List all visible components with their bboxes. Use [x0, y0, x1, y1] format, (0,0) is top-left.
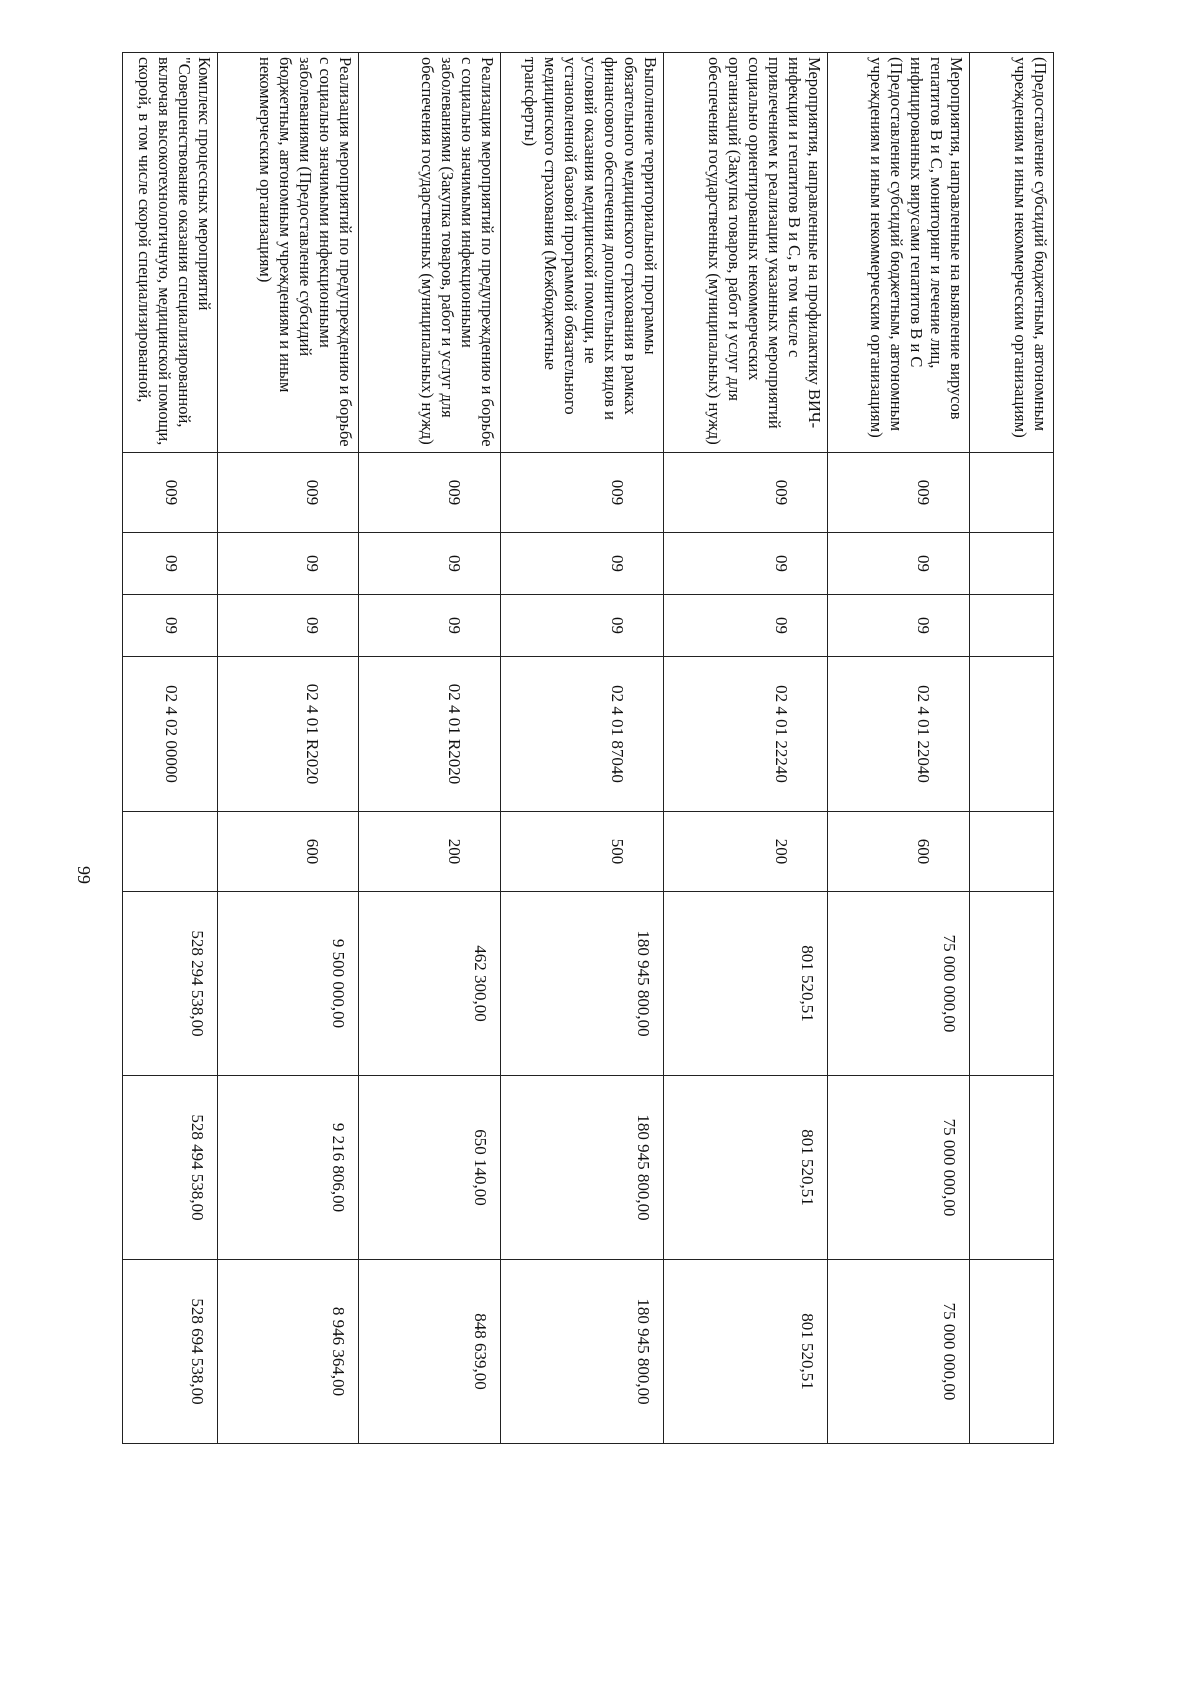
- target-code-cell: 02 4 01 R2020: [359, 657, 501, 812]
- table-row: [123, 53, 218, 1444]
- admin-code-cell: 009: [664, 453, 827, 533]
- subsection-code-cell: 09: [359, 595, 501, 657]
- subsection-code-cell: [970, 595, 1054, 657]
- target-code-cell: 02 4 02 00000: [123, 657, 218, 812]
- amount-3-cell: 180 945 800,00: [500, 1260, 663, 1444]
- description-cell: Мероприятия, направленные на выявление вирусов гепатитов В и С, мониторинг и лечение лиц, инфицированных вирусами гепатитов В и С (Предоставление субсидий бюджетным, автономным учреждениям и иным некоммерческим организациям): [827, 53, 970, 453]
- target-code-cell: 02 4 01 R2020: [217, 657, 359, 812]
- subsection-code-cell: 09: [217, 595, 359, 657]
- amount-2-cell: 75 000 000,00: [827, 1076, 970, 1260]
- amount-2-cell: 9 216 806,00: [217, 1076, 359, 1260]
- expense-type-cell: [123, 812, 218, 892]
- amount-2-cell: 650 140,00: [359, 1076, 501, 1260]
- amount-2-cell: 801 520,51: [664, 1076, 827, 1260]
- expense-type-cell: 600: [217, 812, 359, 892]
- admin-code-cell: 009: [500, 453, 663, 533]
- table-row: [664, 53, 827, 1444]
- amount-3-cell: 848 639,00: [359, 1260, 501, 1444]
- amount-1-cell: 528 294 538,00: [123, 892, 218, 1076]
- table-row: [970, 53, 1054, 1444]
- target-code-cell: [970, 657, 1054, 812]
- admin-code-cell: 009: [217, 453, 359, 533]
- amount-3-cell: [970, 1260, 1054, 1444]
- table-body: [123, 53, 1054, 1444]
- budget-table: [122, 52, 1054, 1444]
- amount-2-cell: [970, 1076, 1054, 1260]
- amount-2-cell: 180 945 800,00: [500, 1076, 663, 1260]
- amount-2-cell: 528 494 538,00: [123, 1076, 218, 1260]
- description-cell: (Предоставление субсидий бюджетным, автономным учреждениям и иным некоммерческим организациям): [970, 53, 1054, 453]
- subsection-code-cell: 09: [664, 595, 827, 657]
- table-row: [359, 53, 501, 1444]
- amount-1-cell: 180 945 800,00: [500, 892, 663, 1076]
- amount-3-cell: 75 000 000,00: [827, 1260, 970, 1444]
- amount-1-cell: 801 520,51: [664, 892, 827, 1076]
- table-container: [122, 52, 1054, 1405]
- section-code-cell: 09: [827, 533, 970, 595]
- target-code-cell: 02 4 01 87040: [500, 657, 663, 812]
- amount-1-cell: 75 000 000,00: [827, 892, 970, 1076]
- description-cell: Реализация мероприятий по предупреждению и борьбе с социально значимыми инфекционными заболеваниями (Закупка товаров, работ и услуг для обеспечения государственных (муниципальных) нужд): [359, 53, 501, 453]
- amount-1-cell: [970, 892, 1054, 1076]
- table-row: [827, 53, 970, 1444]
- admin-code-cell: [970, 453, 1054, 533]
- table-row: [500, 53, 663, 1444]
- admin-code-cell: 009: [827, 453, 970, 533]
- amount-3-cell: 8 946 364,00: [217, 1260, 359, 1444]
- target-code-cell: 02 4 01 22040: [827, 657, 970, 812]
- expense-type-cell: 200: [664, 812, 827, 892]
- table-row: [217, 53, 359, 1444]
- amount-1-cell: 462 300,00: [359, 892, 501, 1076]
- section-code-cell: 09: [217, 533, 359, 595]
- section-code-cell: 09: [123, 533, 218, 595]
- amount-3-cell: 801 520,51: [664, 1260, 827, 1444]
- section-code-cell: 09: [664, 533, 827, 595]
- subsection-code-cell: 09: [827, 595, 970, 657]
- section-code-cell: 09: [359, 533, 501, 595]
- description-cell: Реализация мероприятий по предупреждению и борьбе с социально значимыми инфекционными заболеваниями (Предоставление субсидий бюджетным, автономным учреждениям и иным некоммерческим организациям): [217, 53, 359, 453]
- admin-code-cell: 009: [359, 453, 501, 533]
- page-number: 99: [74, 866, 94, 884]
- description-cell: Выполнение территориальной программы обязательного медицинского страхования в рамках финансового обеспечения дополнительных видов и условий оказания медицинской помощи, не установленной базовой программой обязательного медицинского страхования (Межбюджетные трансферты): [500, 53, 663, 453]
- subsection-code-cell: 09: [500, 595, 663, 657]
- expense-type-cell: [970, 812, 1054, 892]
- expense-type-cell: 600: [827, 812, 970, 892]
- target-code-cell: 02 4 01 22240: [664, 657, 827, 812]
- description-cell: Комплекс процессных мероприятий "Совершенствование оказания специализированной, включая высокотехнологичную, медицинской помощи, скорой, в том числе скорой специализированной,: [123, 53, 218, 453]
- amount-1-cell: 9 500 000,00: [217, 892, 359, 1076]
- admin-code-cell: 009: [123, 453, 218, 533]
- section-code-cell: [970, 533, 1054, 595]
- expense-type-cell: 200: [359, 812, 501, 892]
- expense-type-cell: 500: [500, 812, 663, 892]
- amount-3-cell: 528 694 538,00: [123, 1260, 218, 1444]
- description-cell: Мероприятия, направленные на профилактику ВИЧ-инфекции и гепатитов В и С, в том числе с привлечением к реализации указанных мероприятий социально ориентированных некоммерческих организаций (Закупка товаров, работ и услуг для обеспечения государственных (муниципальных) нужд): [664, 53, 827, 453]
- subsection-code-cell: 09: [123, 595, 218, 657]
- section-code-cell: 09: [500, 533, 663, 595]
